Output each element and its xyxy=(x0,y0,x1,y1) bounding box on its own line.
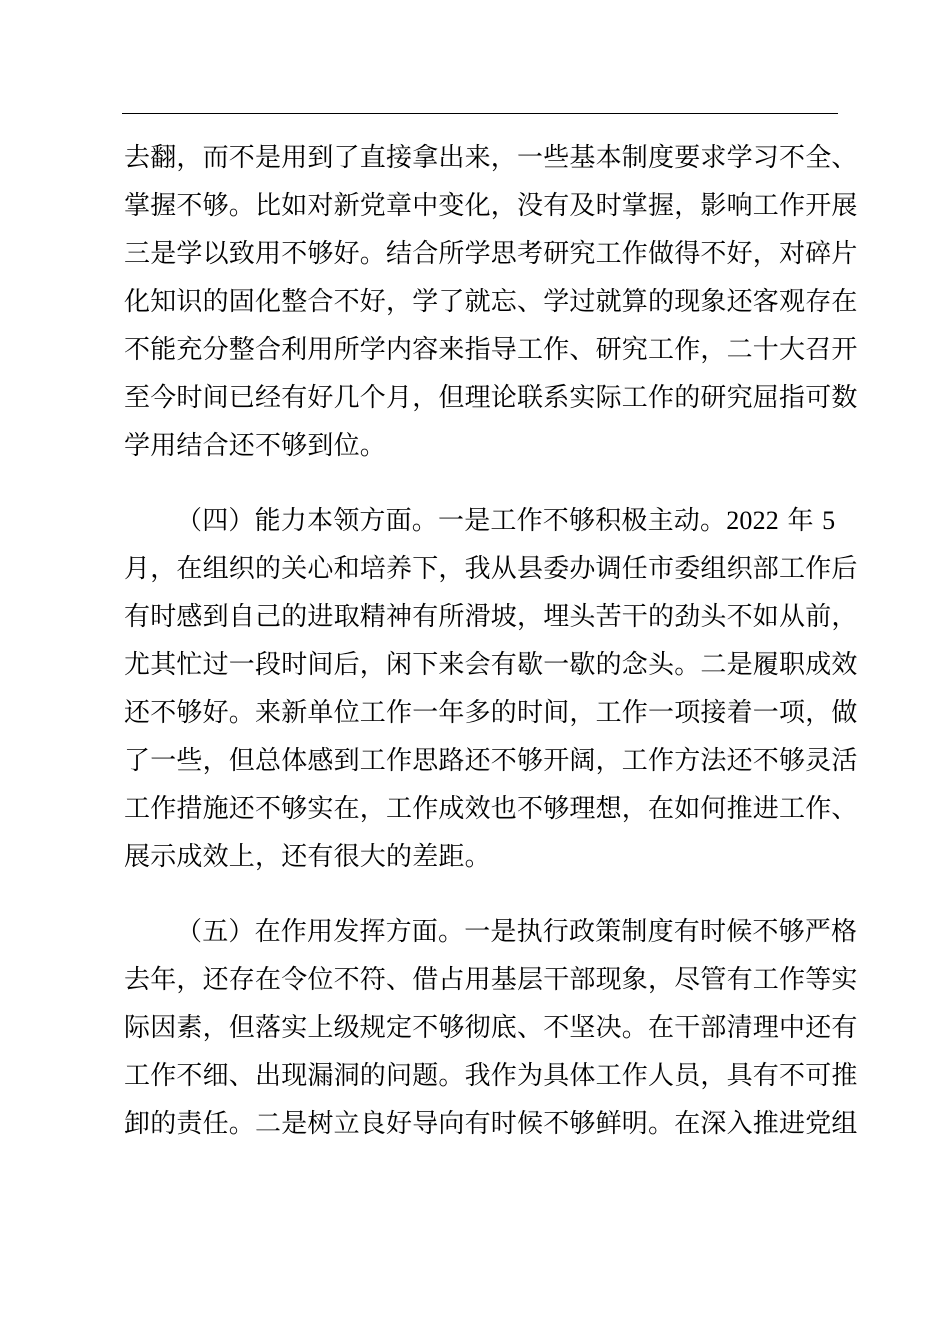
paragraph-first-line: （五）在作用发挥方面。一是执行政策制度有时候不够严格 xyxy=(176,917,858,947)
month-number: 5 xyxy=(822,506,836,535)
paragraph-first-line xyxy=(124,497,844,545)
text-line: 工作不细、出现漏洞的问题。我作为具体工作人员，具有不可推 xyxy=(124,1061,858,1091)
text-line: 展示成效上，还有很大的差距。 xyxy=(124,842,491,872)
header-rule xyxy=(122,113,838,114)
text-line: 还不够好。来新单位工作一年多的时间，工作一项接着一项，做 xyxy=(124,698,858,728)
paragraph-1 xyxy=(124,134,858,470)
paragraph-heading-text: （四）能力本领方面。一是工作不够积极主动。 xyxy=(176,506,727,536)
text-line: 尤其忙过一段时间后，闲下来会有歇一歇的念头。二是履职成效 xyxy=(124,650,858,680)
paragraph-2 xyxy=(124,497,858,881)
document-body xyxy=(124,134,858,1148)
text-line: 了一些，但总体感到工作思路还不够开阔，工作方法还不够灵活 xyxy=(124,746,858,776)
text-line: 掌握不够。比如对新党章中变化，没有及时掌握，影响工作开展 xyxy=(124,191,858,221)
paragraph-3 xyxy=(124,908,858,1148)
text-line: 有时感到自己的进取精神有所滑坡，埋头苦干的劲头不如从前， xyxy=(124,602,858,632)
text-line: 至今时间已经有好几个月，但理论联系实际工作的研究屈指可数 xyxy=(124,383,858,413)
text-line: 卸的责任。二是树立良好导向有时候不够鲜明。在深入推进党组 xyxy=(124,1109,858,1139)
text-line: 学用结合还不够到位。 xyxy=(124,431,387,461)
text-line: 工作措施还不够实在，工作成效也不够理想，在如何推进工作、 xyxy=(124,794,858,824)
text-line: 月，在组织的关心和培养下，我从县委办调任市委组织部工作后 xyxy=(124,554,858,584)
paragraph-gap xyxy=(124,881,844,908)
text-line: 不能充分整合利用所学内容来指导工作、研究工作，二十大召开 xyxy=(124,335,858,365)
year-number: 2022 xyxy=(726,506,780,535)
paragraph-gap xyxy=(124,470,844,497)
text-line: 化知识的固化整合不好，学了就忘、学过就算的现象还客观存在 xyxy=(124,287,858,317)
text-line: 际因素，但落实上级规定不够彻底、不坚决。在干部清理中还有 xyxy=(124,1013,858,1043)
text-line: 三是学以致用不够好。结合所学思考研究工作做得不好，对碎片 xyxy=(124,239,858,269)
year-unit: 年 xyxy=(787,506,814,536)
text-line: 去年，还存在令位不符、借占用基层干部现象，尽管有工作等实 xyxy=(124,965,858,995)
text-line: 去翻，而不是用到了直接拿出来，一些基本制度要求学习不全、 xyxy=(124,143,858,173)
